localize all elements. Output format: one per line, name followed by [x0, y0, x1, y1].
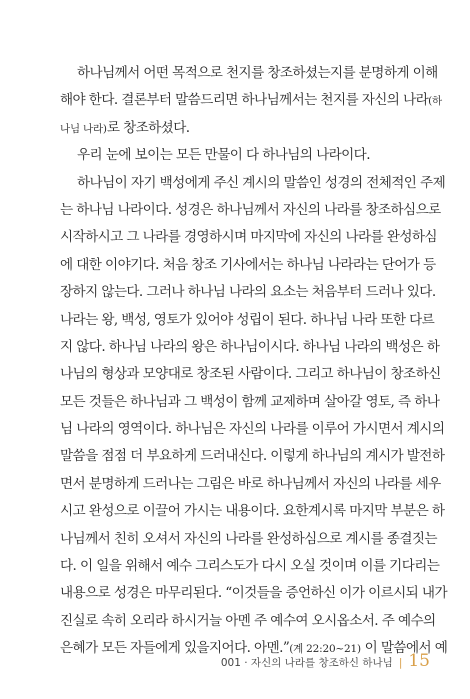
text-line — [60, 361, 441, 388]
text: 은혜가 모든 자들에게 있을지어다. 아멘.” — [60, 640, 290, 657]
text-line — [60, 170, 446, 197]
text-line — [60, 580, 447, 607]
chapter-title: 001 · 자신의 나라를 창조하신 하나님 — [220, 657, 393, 669]
text-line — [60, 553, 440, 580]
text: 우리 눈에 보이는 모든 만물이 다 하나님의 나라이다. — [77, 147, 370, 164]
text-line — [60, 224, 437, 251]
text: 내용으로 성경은 마무리된다. “이것들을 증언하신 이가 이르시되 내가 — [60, 585, 447, 602]
text: 다. 이 일을 위해서 예수 그리스도가 다시 오실 것이며 이를 기다리는 — [60, 558, 440, 575]
text-line — [60, 608, 436, 635]
text-line — [60, 197, 441, 224]
text-line — [60, 416, 445, 443]
text: 지 않다. 하나님 나라의 왕은 하나님이시다. 하나님 나라의 백성은 하 — [60, 338, 440, 355]
page-body — [60, 60, 448, 663]
text: 에 대한 이야기다. 처음 창조 기사에서는 하나님 나라라는 단어가 등 — [60, 256, 436, 273]
text: 시작하시고 그 나라를 경영하시며 마지막에 자신의 나라를 완성하심 — [60, 229, 437, 246]
text-line — [60, 60, 438, 87]
text: 시고 완성으로 이끌어 가시는 내용이다. 요한계시록 마지막 부분은 하 — [60, 503, 445, 520]
text: 는 하나님 나라이다. 성경은 하나님께서 자신의 나라를 창조하심으로 — [60, 201, 441, 218]
text: 면서 분명하게 드러나는 그림은 바로 하나님께서 자신의 나라를 세우 — [60, 475, 441, 492]
text-line — [60, 443, 445, 470]
text-line — [60, 279, 436, 306]
citation: (계 22:20~21) — [289, 643, 361, 656]
text: 나님께서 친히 오셔서 자신의 나라를 완성하심으로 계시를 종결짓는 — [60, 530, 437, 547]
text: 모든 것들은 하나님과 그 백성이 함께 교제하며 살아갈 영토, 즉 하나 — [60, 393, 440, 410]
small-text: 나님 나라) — [60, 122, 107, 135]
text-line — [60, 252, 436, 279]
text: 진실로 속히 오리라 하시거늘 아멘 주 예수여 오시옵소서. 주 예수의 — [60, 612, 436, 629]
text-line — [60, 87, 442, 114]
text: 이 말씀에서 예 — [364, 640, 448, 657]
text: 로 창조하셨다. — [106, 119, 190, 136]
text-line — [60, 115, 432, 142]
text: 나님의 형상과 모양대로 창조된 사람이다. 그리고 하나님이 창조하신 — [60, 366, 441, 383]
text: 님 나라의 영역이다. 하나님은 자신의 나라를 이루어 가시면서 계시의 — [60, 421, 445, 438]
text-line — [60, 334, 440, 361]
page-number: 15 — [408, 651, 430, 671]
text-line — [60, 142, 432, 169]
page-footer — [221, 651, 430, 671]
footer-separator: | — [398, 657, 403, 669]
text-line — [60, 389, 440, 416]
text-line — [60, 471, 441, 498]
text: 나라는 왕, 백성, 영토가 있어야 성립이 된다. 하나님 나라 또한 다르 — [60, 311, 435, 328]
text-line — [60, 526, 437, 553]
text-line — [60, 307, 435, 334]
text: 장하지 않는다. 그러나 하나님 나라의 요소는 처음부터 드러나 있다. — [60, 284, 436, 301]
text: 말씀을 점점 더 부요하게 드러내신다. 이렇게 하나님의 계시가 발전하 — [60, 448, 445, 465]
text: 하나님께서 어떤 목적으로 천지를 창조하셨는지를 분명하게 이해 — [77, 65, 438, 81]
text: 하나님이 자기 백성에게 주신 계시의 말씀인 성경의 전체적인 주제 — [77, 174, 446, 191]
text: 해야 한다. 결론부터 말씀드리면 하나님께서는 천지를 자신의 나라 — [60, 92, 429, 109]
text-line — [60, 498, 445, 525]
small-text: (하 — [428, 95, 442, 108]
